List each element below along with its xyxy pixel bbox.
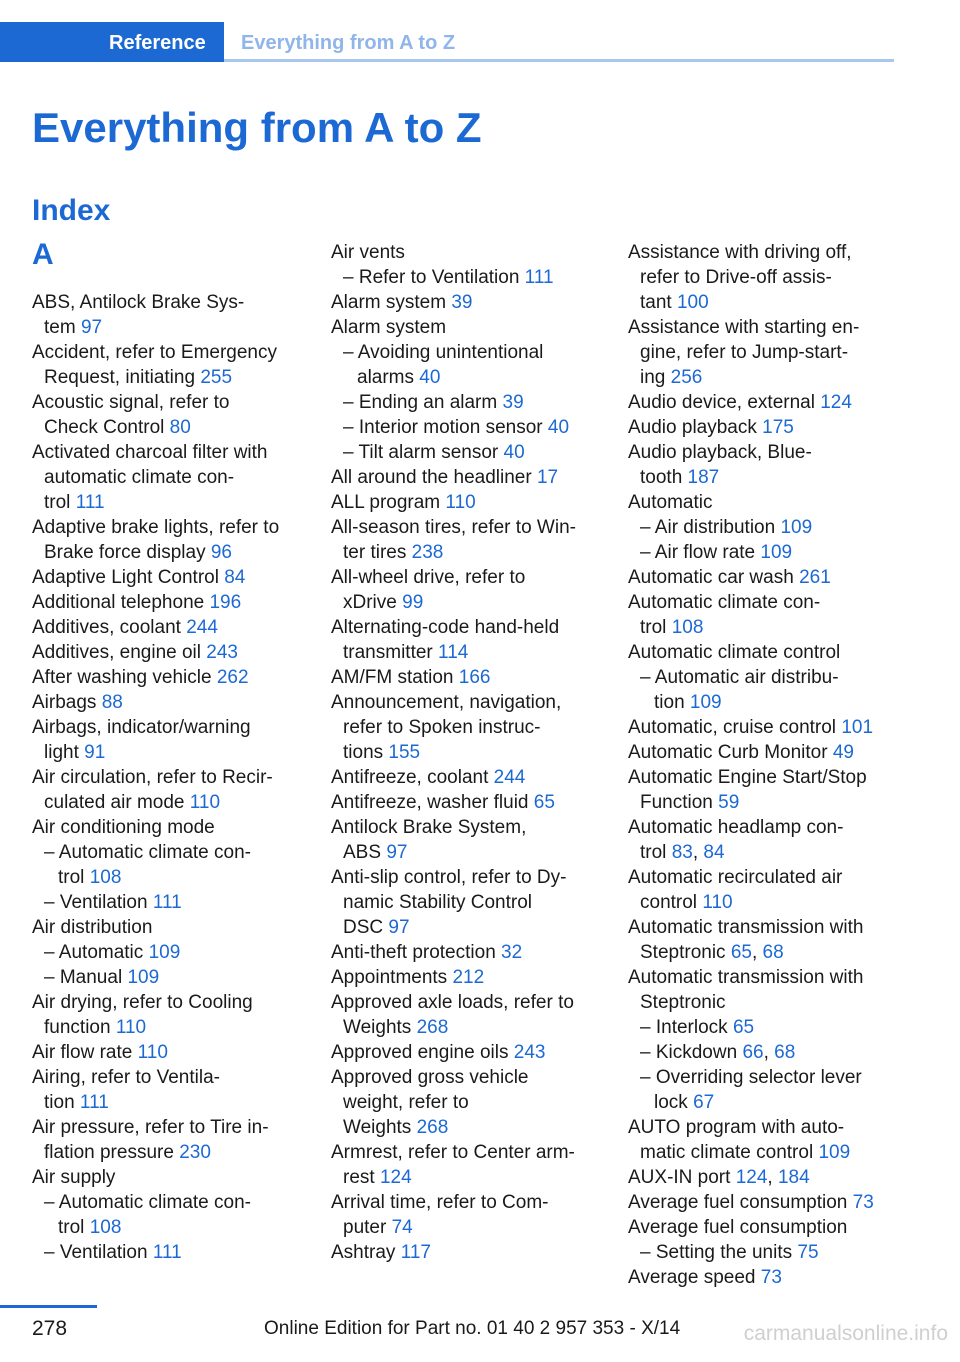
index-subentry bbox=[32, 1240, 317, 1265]
index-entry bbox=[331, 965, 616, 990]
page-link[interactable]: 110 bbox=[702, 892, 733, 913]
footer-rule bbox=[0, 1305, 97, 1308]
entry-text: refer to Drive-off assis- bbox=[640, 267, 832, 288]
entry-text: – Overriding selector lever bbox=[640, 1067, 862, 1088]
page-link[interactable]: 100 bbox=[676, 292, 709, 313]
entry-text: flation pressure bbox=[44, 1142, 174, 1163]
page-link[interactable]: 96 bbox=[210, 542, 232, 563]
index-entry bbox=[331, 1240, 616, 1265]
entry-text: trol bbox=[58, 1217, 85, 1238]
header-bar bbox=[0, 0, 960, 62]
entry-text: Approved axle loads, refer to bbox=[331, 992, 574, 1013]
entry-text: AUX-IN port bbox=[628, 1167, 731, 1188]
index-entry bbox=[331, 465, 616, 490]
index-subentry: – Kickdown 66, 68 bbox=[640, 1042, 796, 1063]
entry-text: Average fuel consumption bbox=[628, 1217, 848, 1238]
index-entry bbox=[32, 815, 317, 840]
index-entry bbox=[628, 490, 913, 515]
entry-text: Automatic car wash bbox=[628, 567, 794, 588]
entry-text: light bbox=[44, 742, 79, 763]
page-link[interactable]: 49 bbox=[832, 742, 854, 763]
entry-text: – Kickdown bbox=[640, 1042, 738, 1063]
page-link[interactable]: 175 bbox=[762, 417, 794, 438]
entry-text: Alarm system bbox=[331, 317, 447, 338]
page-link[interactable]: 166 bbox=[458, 667, 491, 688]
entry-text: Adaptive Light Control bbox=[32, 567, 219, 588]
page-link[interactable]: 244 bbox=[493, 767, 526, 788]
index-entry bbox=[628, 590, 913, 640]
entry-text: matic climate control bbox=[640, 1142, 814, 1163]
page-link[interactable]: 212 bbox=[452, 967, 485, 988]
index-entry bbox=[628, 1215, 913, 1240]
index-entry bbox=[331, 1065, 616, 1140]
page-link[interactable]: 101 bbox=[841, 717, 874, 738]
page-link[interactable]: 255 bbox=[200, 367, 233, 388]
entry-text: ing bbox=[640, 367, 666, 388]
page-link[interactable]: 262 bbox=[216, 667, 249, 688]
index-entry bbox=[628, 1265, 913, 1290]
page-link[interactable]: 74 bbox=[391, 1217, 413, 1238]
entry-text: Ashtray bbox=[331, 1242, 396, 1263]
page-link[interactable]: 73 bbox=[852, 1192, 874, 1213]
index-entry bbox=[331, 765, 616, 790]
header-underline bbox=[224, 59, 894, 62]
index-entry bbox=[32, 1040, 317, 1065]
page-link[interactable]: 111 bbox=[152, 1242, 182, 1263]
index-subentry bbox=[628, 540, 913, 565]
entry-text: Air circulation, refer to Recir- bbox=[32, 767, 273, 788]
entry-list bbox=[628, 240, 913, 1290]
index-entry bbox=[331, 940, 616, 965]
page-link[interactable]: 68 bbox=[774, 1042, 796, 1063]
page-link[interactable]: 110 bbox=[137, 1042, 168, 1063]
entry-text: trol bbox=[44, 492, 71, 513]
entry-text: All-wheel drive, refer to bbox=[331, 567, 526, 588]
entry-text: xDrive bbox=[343, 592, 397, 613]
entry-text: weight, refer to bbox=[343, 1092, 469, 1113]
page-link[interactable]: 97 bbox=[388, 917, 410, 938]
index-entry bbox=[32, 390, 317, 440]
entry-text: Approved gross vehicle bbox=[331, 1067, 529, 1088]
index-entry bbox=[32, 990, 317, 1040]
page-link[interactable]: 83 bbox=[671, 842, 693, 863]
page-link[interactable]: 244 bbox=[186, 617, 218, 638]
entry-text: Automatic climate con- bbox=[628, 592, 821, 613]
page-link[interactable]: 117 bbox=[400, 1242, 431, 1263]
page-link[interactable]: 124 bbox=[735, 1167, 768, 1188]
entry-text: Brake force display bbox=[44, 542, 206, 563]
page-link[interactable]: 65 bbox=[730, 942, 752, 963]
entry-text: trol bbox=[640, 842, 667, 863]
entry-text: – Ending an alarm bbox=[343, 392, 498, 413]
page-link[interactable]: 155 bbox=[388, 742, 421, 763]
page-link[interactable]: 256 bbox=[670, 367, 703, 388]
index-entry bbox=[32, 1065, 317, 1115]
index-entry bbox=[32, 290, 317, 340]
page-link[interactable]: 109 bbox=[780, 517, 813, 538]
index-entry bbox=[628, 415, 913, 440]
index-entry bbox=[32, 340, 317, 390]
page-link[interactable]: 187 bbox=[687, 467, 720, 488]
entry-text: Air supply bbox=[32, 1167, 116, 1188]
entry-text: tooth bbox=[640, 467, 683, 488]
index-subentry bbox=[628, 665, 913, 715]
page-link[interactable]: 39 bbox=[451, 292, 473, 313]
index-subentry bbox=[331, 415, 616, 440]
index-entry: Automatic transmission with Steptronic 65, 68 bbox=[628, 917, 864, 963]
page-link[interactable]: 109 bbox=[689, 692, 722, 713]
page-link[interactable]: 65 bbox=[732, 1017, 755, 1038]
index-entry bbox=[331, 240, 616, 265]
entry-text: Steptronic bbox=[640, 942, 726, 963]
entry-text: Audio device, external bbox=[628, 392, 815, 413]
index-entry bbox=[628, 390, 913, 415]
entry-text: Air distribution bbox=[32, 917, 153, 938]
index-entry bbox=[331, 815, 616, 865]
entry-text: Audio playback, Blue- bbox=[628, 442, 812, 463]
index-subentry bbox=[32, 965, 317, 990]
entry-text: ABS bbox=[343, 842, 382, 863]
index-entry bbox=[331, 615, 616, 665]
page-link[interactable]: 73 bbox=[760, 1267, 782, 1288]
entry-text: – Avoiding unintentional bbox=[343, 342, 544, 363]
entry-text: Antilock Brake System, bbox=[331, 817, 527, 838]
tab-reference[interactable]: Reference bbox=[0, 22, 224, 62]
entry-text: Antifreeze, coolant bbox=[331, 767, 489, 788]
page-link[interactable]: 88 bbox=[101, 692, 123, 713]
index-entry bbox=[628, 315, 913, 390]
index-subentry bbox=[331, 440, 616, 465]
index-entry bbox=[331, 790, 616, 815]
page-link[interactable]: 40 bbox=[419, 367, 441, 388]
index-column-2 bbox=[331, 240, 616, 1265]
entry-text: alarms bbox=[357, 367, 415, 388]
entry-text: Adaptive brake lights, refer to bbox=[32, 517, 280, 538]
page-link[interactable]: 59 bbox=[718, 792, 740, 813]
index-entry bbox=[628, 640, 913, 665]
entry-text: – Automatic bbox=[44, 942, 144, 963]
index-entry bbox=[331, 1040, 616, 1065]
entry-text: Automatic headlamp con- bbox=[628, 817, 844, 838]
index-entry bbox=[331, 315, 616, 340]
entry-text: Airbags bbox=[32, 692, 97, 713]
page-link[interactable]: 230 bbox=[179, 1142, 211, 1163]
entry-text: culated air mode bbox=[44, 792, 185, 813]
page-link[interactable]: 17 bbox=[536, 467, 559, 488]
entry-text: – Ventilation bbox=[44, 1242, 148, 1263]
entry-list bbox=[32, 290, 317, 1265]
page-link[interactable]: 68 bbox=[762, 942, 784, 963]
entry-text: Check Control bbox=[44, 417, 165, 438]
index-entry bbox=[628, 1115, 913, 1165]
entry-text: refer to Spoken instruc- bbox=[343, 717, 541, 738]
index-column-1 bbox=[32, 240, 317, 1265]
entry-text: Air conditioning mode bbox=[32, 817, 215, 838]
page-link[interactable]: 111 bbox=[524, 267, 554, 288]
index-entry bbox=[628, 965, 913, 1015]
page-link[interactable]: 84 bbox=[224, 567, 246, 588]
entry-text: namic Stability Control bbox=[343, 892, 533, 913]
page-link[interactable]: 99 bbox=[402, 592, 424, 613]
index-entry bbox=[32, 690, 317, 715]
entry-text: Announcement, navigation, bbox=[331, 692, 562, 713]
page-link[interactable]: 97 bbox=[386, 842, 408, 863]
index-subentry bbox=[331, 390, 616, 415]
index-entry: AUX-IN port 124, 184 bbox=[628, 1167, 810, 1188]
index-entry bbox=[32, 515, 317, 565]
page-link[interactable]: 40 bbox=[503, 442, 525, 463]
index-heading: Index bbox=[32, 194, 111, 227]
entry-text: Additives, engine oil bbox=[32, 642, 201, 663]
index-entry bbox=[331, 665, 616, 690]
entry-text: Automatic recirculated air bbox=[628, 867, 843, 888]
index-subentry bbox=[628, 1015, 913, 1040]
index-subentry bbox=[628, 1240, 913, 1265]
entry-text: – Manual bbox=[44, 967, 123, 988]
entry-text: lock bbox=[654, 1092, 688, 1113]
page-link[interactable]: 261 bbox=[799, 567, 831, 588]
entry-text: trol bbox=[58, 867, 85, 888]
entry-text: tem bbox=[44, 317, 76, 338]
entry-text: Weights bbox=[343, 1017, 412, 1038]
entry-text: After washing vehicle bbox=[32, 667, 212, 688]
index-column-3 bbox=[628, 240, 913, 1290]
page-link[interactable]: 238 bbox=[411, 542, 444, 563]
entry-text: Air drying, refer to Cooling bbox=[32, 992, 253, 1013]
entry-text: Automatic transmission with bbox=[628, 967, 864, 988]
index-subentry bbox=[32, 1190, 317, 1240]
entry-text: DSC bbox=[343, 917, 384, 938]
entry-text: Alarm system bbox=[331, 292, 447, 313]
page-link[interactable]: 91 bbox=[84, 742, 106, 763]
index-subentry bbox=[32, 840, 317, 890]
index-entry bbox=[32, 915, 317, 940]
entry-text: Average speed bbox=[628, 1267, 756, 1288]
index-entry bbox=[628, 765, 913, 815]
index-entry bbox=[331, 515, 616, 565]
entry-text: gine, refer to Jump-start- bbox=[640, 342, 849, 363]
page-link[interactable]: 111 bbox=[152, 892, 182, 913]
page-link[interactable]: 268 bbox=[416, 1117, 449, 1138]
entry-text: Average fuel consumption bbox=[628, 1192, 848, 1213]
entry-text: Airing, refer to Ventila- bbox=[32, 1067, 220, 1088]
page-link[interactable]: 39 bbox=[502, 392, 524, 413]
index-subentry bbox=[331, 340, 616, 390]
page-link[interactable]: 111 bbox=[79, 1092, 109, 1113]
index-entry bbox=[628, 240, 913, 315]
entry-text: – Setting the units bbox=[640, 1242, 793, 1263]
entry-text: Air flow rate bbox=[32, 1042, 133, 1063]
page-link[interactable]: 196 bbox=[209, 592, 242, 613]
entry-text: Alternating-code hand-held bbox=[331, 617, 560, 638]
page-link[interactable]: 67 bbox=[693, 1092, 715, 1113]
entry-text: Antifreeze, washer fluid bbox=[331, 792, 529, 813]
entry-text: Weights bbox=[343, 1117, 412, 1138]
page-link[interactable]: 65 bbox=[533, 792, 555, 813]
page-link[interactable]: 111 bbox=[75, 492, 105, 513]
entry-text: Request, initiating bbox=[44, 367, 196, 388]
index-entry bbox=[32, 565, 317, 590]
entry-text: – Air distribution bbox=[640, 517, 776, 538]
entry-text: tion bbox=[654, 692, 685, 713]
watermark: carmanualsonline.info bbox=[743, 1322, 948, 1345]
entry-text: – Tilt alarm sensor bbox=[343, 442, 499, 463]
page-link[interactable]: 243 bbox=[206, 642, 238, 663]
entry-text: Automatic Engine Start/Stop bbox=[628, 767, 867, 788]
entry-text: – Automatic climate con- bbox=[44, 842, 251, 863]
page-number: 278 bbox=[32, 1317, 68, 1340]
page-link[interactable]: 109 bbox=[148, 942, 181, 963]
index-entry bbox=[628, 565, 913, 590]
index-subentry bbox=[32, 940, 317, 965]
index-entry bbox=[32, 1165, 317, 1190]
entry-text: – Refer to Ventilation bbox=[343, 267, 520, 288]
entry-text: ter tires bbox=[343, 542, 407, 563]
entry-text: automatic climate con- bbox=[44, 467, 235, 488]
page-link[interactable]: 32 bbox=[501, 942, 523, 963]
index-entry bbox=[32, 590, 317, 615]
page-link[interactable]: 110 bbox=[115, 1017, 147, 1038]
entry-text: Assistance with driving off, bbox=[628, 242, 852, 263]
index-entry bbox=[628, 1190, 913, 1215]
page-link[interactable]: 108 bbox=[89, 867, 122, 888]
entry-text: tions bbox=[343, 742, 384, 763]
entry-text: tant bbox=[640, 292, 672, 313]
entry-text: – Automatic climate con- bbox=[44, 1192, 251, 1213]
entry-text: Accident, refer to Emergency bbox=[32, 342, 277, 363]
page-link[interactable]: 109 bbox=[818, 1142, 851, 1163]
index-entry bbox=[331, 990, 616, 1040]
entry-text: All-season tires, refer to Win- bbox=[331, 517, 576, 538]
index-subentry bbox=[32, 890, 317, 915]
entry-text: Automatic transmission with bbox=[628, 917, 864, 938]
page-link[interactable]: 243 bbox=[513, 1042, 546, 1063]
tab-everything-a-to-z[interactable]: Everything from A to Z bbox=[241, 32, 456, 54]
entry-text: Additional telephone bbox=[32, 592, 205, 613]
index-entry bbox=[331, 290, 616, 315]
page-link[interactable]: 114 bbox=[438, 642, 469, 663]
entry-text: tion bbox=[44, 1092, 75, 1113]
page-link[interactable]: 80 bbox=[169, 417, 191, 438]
entry-text: Function bbox=[640, 792, 713, 813]
index-entry bbox=[628, 715, 913, 740]
entry-text: Armrest, refer to Center arm- bbox=[331, 1142, 575, 1163]
page-link[interactable]: 108 bbox=[89, 1217, 122, 1238]
entry-text: – Interlock bbox=[640, 1017, 728, 1038]
entry-text: Automatic climate control bbox=[628, 642, 841, 663]
index-entry bbox=[32, 1115, 317, 1165]
entry-text: Arrival time, refer to Com- bbox=[331, 1192, 549, 1213]
index-entry bbox=[331, 490, 616, 515]
index-entry bbox=[32, 665, 317, 690]
entry-list bbox=[331, 240, 616, 1265]
entry-text: Activated charcoal filter with bbox=[32, 442, 268, 463]
entry-text: Automatic Curb Monitor bbox=[628, 742, 828, 763]
index-subentry bbox=[331, 265, 616, 290]
entry-text: – Ventilation bbox=[44, 892, 148, 913]
index-entry bbox=[331, 565, 616, 615]
entry-text: AUTO program with auto- bbox=[628, 1117, 845, 1138]
index-entry bbox=[628, 740, 913, 765]
page-title: Everything from A to Z bbox=[32, 104, 482, 151]
index-entry bbox=[32, 615, 317, 640]
index-entry bbox=[331, 1140, 616, 1190]
page-link[interactable]: 110 bbox=[189, 792, 221, 813]
entry-text: Automatic, cruise control bbox=[628, 717, 837, 738]
entry-text: trol bbox=[640, 617, 667, 638]
entry-text: AM/FM station bbox=[331, 667, 454, 688]
index-entry bbox=[32, 640, 317, 665]
entry-text: Additives, coolant bbox=[32, 617, 181, 638]
page-link[interactable]: 184 bbox=[777, 1167, 810, 1188]
entry-text: Audio playback bbox=[628, 417, 757, 438]
page-link[interactable]: 124 bbox=[379, 1167, 412, 1188]
entry-text: – Automatic air distribu- bbox=[640, 667, 839, 688]
entry-text: Appointments bbox=[331, 967, 448, 988]
page-link[interactable]: 109 bbox=[760, 542, 793, 563]
entry-text: ALL program bbox=[331, 492, 441, 513]
page-link[interactable]: 108 bbox=[671, 617, 704, 638]
entry-text: rest bbox=[343, 1167, 375, 1188]
page-link[interactable]: 84 bbox=[703, 842, 725, 863]
index-entry bbox=[331, 690, 616, 765]
index-entry bbox=[331, 1190, 616, 1240]
entry-text: Air vents bbox=[331, 242, 405, 263]
page-link[interactable]: 75 bbox=[797, 1242, 819, 1263]
index-entry bbox=[628, 865, 913, 915]
entry-text: Steptronic bbox=[640, 992, 726, 1013]
entry-text: Anti-theft protection bbox=[331, 942, 496, 963]
page-link[interactable]: 268 bbox=[416, 1017, 449, 1038]
page-link[interactable]: 124 bbox=[820, 392, 852, 413]
entry-text: Airbags, indicator/warning bbox=[32, 717, 251, 738]
index-entry bbox=[628, 440, 913, 490]
entry-text: ABS, Antilock Brake Sys- bbox=[32, 292, 245, 313]
entry-text: transmitter bbox=[343, 642, 433, 663]
index-entry bbox=[32, 765, 317, 815]
page-link[interactable]: 109 bbox=[127, 967, 160, 988]
index-subentry bbox=[628, 515, 913, 540]
index-subentry bbox=[628, 1065, 913, 1115]
entry-text: function bbox=[44, 1017, 111, 1038]
entry-text: Air pressure, refer to Tire in- bbox=[32, 1117, 269, 1138]
edition-note: Online Edition for Part no. 01 40 2 957 353 - X/14 bbox=[264, 1318, 681, 1339]
page-link[interactable]: 66 bbox=[742, 1042, 764, 1063]
entry-text: All around the headliner bbox=[331, 467, 532, 488]
page-link[interactable]: 40 bbox=[547, 417, 570, 438]
entry-text: – Interior motion sensor bbox=[343, 417, 543, 438]
index-entry: Automatic headlamp con- trol 83, 84 bbox=[628, 817, 844, 863]
page-link[interactable]: 97 bbox=[80, 317, 103, 338]
index-entry bbox=[32, 715, 317, 765]
entry-text: Automatic bbox=[628, 492, 713, 513]
page-link[interactable]: 110 bbox=[445, 492, 476, 513]
index-entry bbox=[331, 865, 616, 940]
entry-text: control bbox=[640, 892, 698, 913]
entry-text: Assistance with starting en- bbox=[628, 317, 860, 338]
entry-text: Approved engine oils bbox=[331, 1042, 509, 1063]
section-letter: A bbox=[32, 238, 54, 271]
entry-text: Acoustic signal, refer to bbox=[32, 392, 230, 413]
index-entry bbox=[32, 440, 317, 515]
entry-text: Anti-slip control, refer to Dy- bbox=[331, 867, 567, 888]
entry-text: puter bbox=[343, 1217, 387, 1238]
entry-text: – Air flow rate bbox=[640, 542, 756, 563]
